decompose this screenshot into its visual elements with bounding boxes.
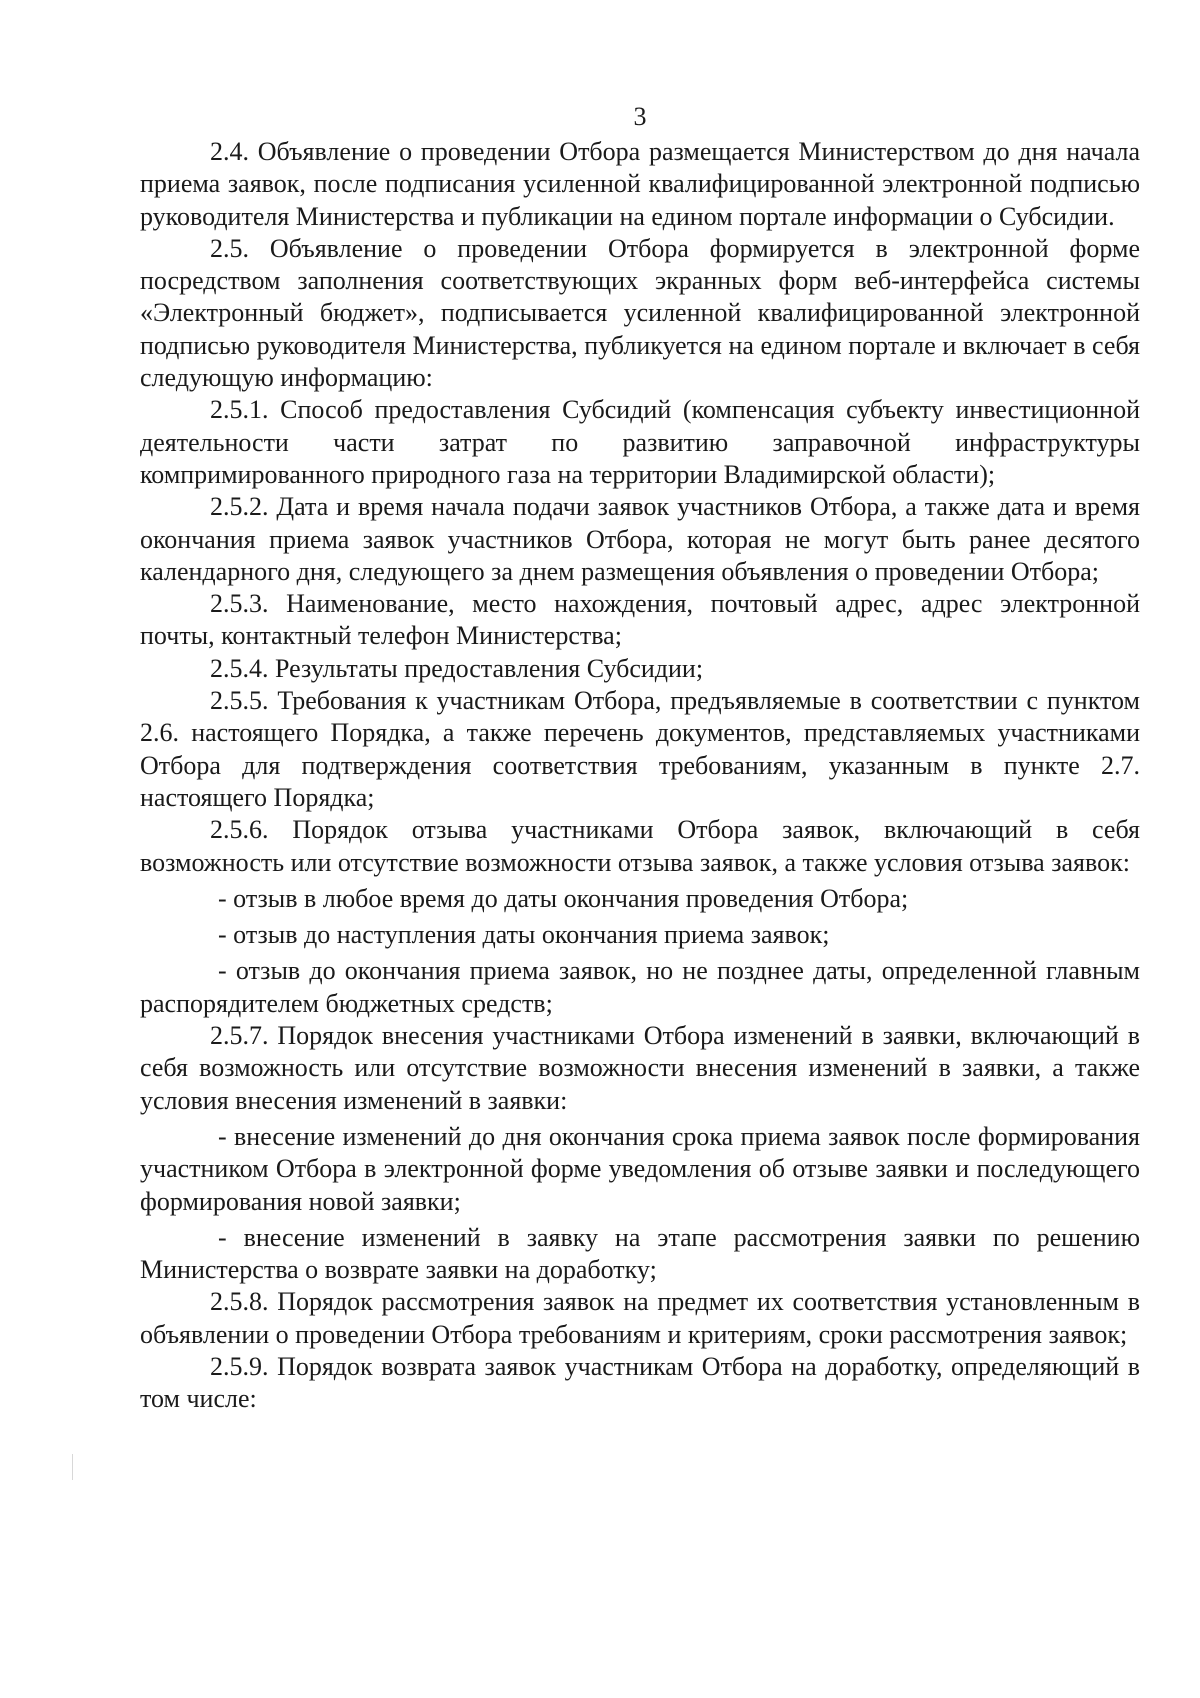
paragraph-2-5: 2.5. Объявление о проведении Отбора формируется в электронной форме посредством заполнения соответствующих экранных форм веб-интерфейса системы «Электронный бюджет», подписывается усиленной квалифицированной электронной подписью руководителя Министерства, публикуется на едином портале и включает в себя следующую информацию: <box>140 233 1140 393</box>
list-item-withdraw-before-date: - отзыв до окончания приема заявок, но не позднее даты, определенной главным распорядителем бюджетных средств; <box>140 956 1140 1018</box>
scan-margin-mark <box>72 1454 73 1480</box>
list-item-withdraw-anytime: - отзыв в любое время до даты окончания проведения Отбора; <box>218 883 909 913</box>
page-number: 3 <box>633 102 647 131</box>
paragraph-2-5-8: 2.5.8. Порядок рассмотрения заявок на предмет их соответствия установленным в объявлении о проведении Отбора требованиям и критериям, сроки рассмотрения заявок; <box>140 1287 1140 1349</box>
paragraph-2-5-9: 2.5.9. Порядок возврата заявок участникам Отбора на доработку, определяющий в том числе: <box>140 1351 1140 1414</box>
list-item-withdraw-before-deadline: - отзыв до наступления даты окончания приема заявок; <box>218 920 830 950</box>
paragraph-2-5-6: 2.5.6. Порядок отзыва участниками Отбора заявок, включающий в себя возможность или отсутствие возможности отзыва заявок, а также условия отзыва заявок: <box>140 815 1140 877</box>
document-body <box>140 136 1140 1416</box>
list-item-changes-before-deadline: - внесение изменений до дня окончания срока приема заявок после формирования участником Отбора в электронной форме уведомления об отзыве заявки и последующего формирования новой заявки; <box>140 1121 1140 1216</box>
paragraph-2-4: 2.4. Объявление о проведении Отбора размещается Министерством до дня начала приема заявок, после подписания усиленной квалифицированной электронной подписью руководителя Министерства и публикации на едином портале информации о Субсидии. <box>140 137 1140 231</box>
list-item-changes-on-review: - внесение изменений в заявку на этапе рассмотрения заявки по решению Министерства о возврате заявки на доработку; <box>140 1222 1140 1285</box>
paragraph-2-5-4: 2.5.4. Результаты предоставления Субсидии; <box>210 653 704 683</box>
paragraph-2-5-7: 2.5.7. Порядок внесения участниками Отбора изменений в заявки, включающий в себя возможность или отсутствие возможности внесения изменений в заявки, а также условия внесения изменений в заявки: <box>140 1021 1140 1115</box>
paragraph-2-5-1: 2.5.1. Способ предоставления Субсидий (компенсация субъекту инвестиционной деятельности части затрат по развитию заправочной инфраструктуры компримированного природного газа на территории Владимирской области); <box>140 395 1140 489</box>
paragraph-2-5-2: 2.5.2. Дата и время начала подачи заявок участников Отбора, а также дата и время окончания приема заявок участников Отбора, которая не могут быть ранее десятого календарного дня, следующего за днем размещения объявления о проведении Отбора; <box>140 492 1140 586</box>
paragraph-2-5-3: 2.5.3. Наименование, место нахождения, почтовый адрес, адрес электронной почты, контактный телефон Министерства; <box>140 589 1140 651</box>
paragraph-2-5-5: 2.5.5. Требования к участникам Отбора, предъявляемые в соответствии с пунктом 2.6. настоящего Порядка, а также перечень документов, представляемых участниками Отбора для подтверждения соответствия требованиям, указанным в пункте 2.7. настоящего Порядка; <box>140 686 1140 812</box>
